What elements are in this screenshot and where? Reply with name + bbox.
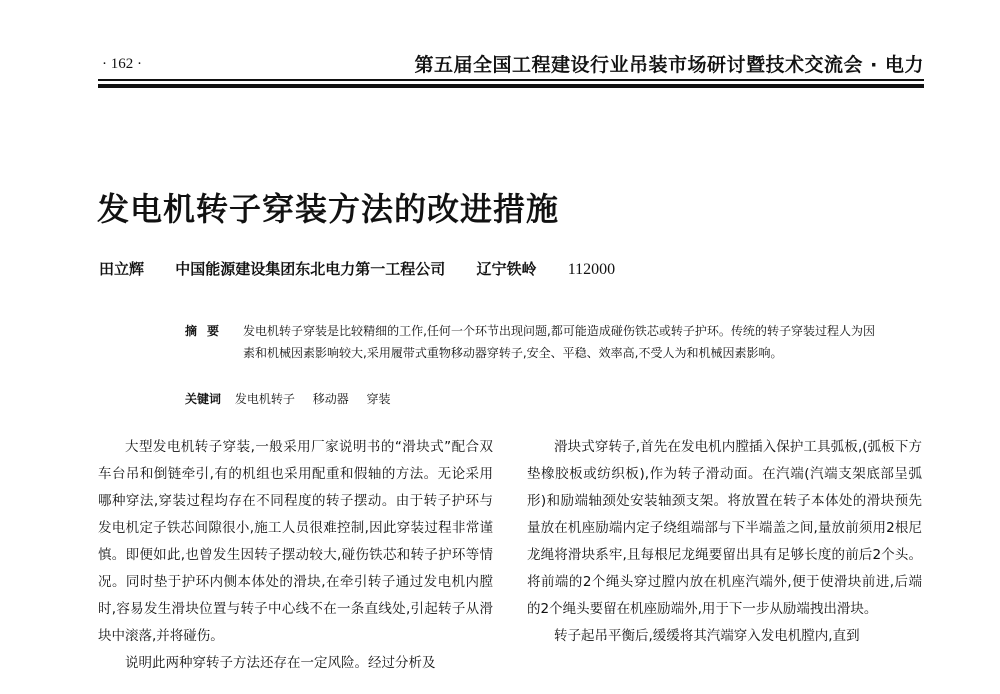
body-paragraph: 说明此两种穿转子方法还存在一定风险。经过分析及: [125, 655, 436, 671]
author-line: [99, 258, 641, 279]
author-affiliation: 中国能源建设集团东北电力第一工程公司: [175, 260, 446, 278]
header-rule-thin: [98, 79, 924, 81]
body-paragraph: 转子起吊平衡后,缓缓将其汽端穿入发电机膛内,直到: [554, 628, 860, 644]
keywords-label: 关键词: [185, 392, 222, 406]
abstract-text: 发电机转子穿装是比较精细的工作,任何一个环节出现问题,都可能造成碰伤铁芯或转子护环。传统的转子穿装过程人为因素和机械因素影响较大,采用履带式重物移动器穿转子,安全、平稳、效率高,不受人为和机械因素影响。: [243, 324, 875, 360]
header-rule-thick: [98, 84, 924, 88]
abstract: [185, 320, 875, 364]
body-paragraph: 大型发电机转子穿装,一般采用厂家说明书的“滑块式”配合双车台吊和倒链牵引,有的机组也采用配重和假轴的方法。无论采用哪种穿法,穿装过程均存在不同程度的转子摆动。由于转子护环与发电机定子铁芯间隙很小,施工人员很难控制,因此穿装过程非常谨慎。即便如此,也曾发生因转子摆动较大,碰伤铁芯和转子护环等情况。同时垫于护环内侧本体处的滑块,在牵引转子通过发电机内膛时,容易发生滑块位置与转子中心线不在一条直线处,引起转子从滑块中滚落,并将碰伤。: [98, 439, 493, 644]
body-paragraph: 滑块式穿转子,首先在发电机内膛插入保护工具弧板,(弧板下方垫橡胶板或纺织板),作为转子滑动面。在汽端(汽端支架底部呈弧形)和励端轴颈处安装轴颈支架。将放置在转子本体处的滑块预先量放在机座励端内定子绕组端部与下半端盖之间,量放前须用2根尼龙绳将滑块系牢,且每根尼龙绳要留出具有足够长度的前后2个头。将前端的2个绳头穿过膛内放在机座汽端外,便于使滑块前进,后端的2个绳头要留在机座励端外,用于下一步从励端拽出滑块。: [527, 439, 922, 617]
keyword: 发电机转子: [234, 392, 295, 406]
body-column-left: [98, 434, 493, 677]
abstract-label: 摘要: [185, 324, 230, 338]
keyword: 穿装: [366, 392, 391, 406]
running-title: 第五届全国工程建设行业吊装市场研讨暨技术交流会 · 电力: [414, 54, 924, 76]
keyword: 移动器: [312, 392, 349, 406]
author-location: 辽宁铁岭: [476, 260, 537, 278]
author-name: 田立辉: [99, 260, 145, 278]
author-postcode: 112000: [567, 261, 616, 278]
body-column-right: [527, 434, 922, 650]
article-title: 发电机转子穿装方法的改进措施: [97, 190, 560, 228]
keywords: [185, 390, 405, 407]
page-number: · 162 ·: [102, 56, 142, 72]
